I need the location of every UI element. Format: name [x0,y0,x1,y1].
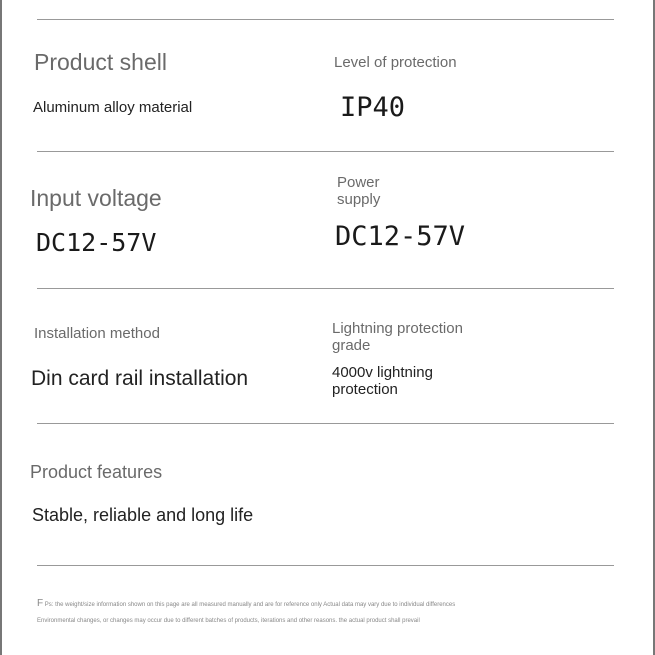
footnote-line-1 [37,598,455,609]
footnote-text-1: Ps: the weight/size information shown on this page are all measured manually and are for reference only Actual data may vary due to individual differences [44,602,456,608]
lightning-protection-grade-label: Lightning protection grade [332,320,463,354]
product-shell-value: Aluminum alloy material [33,99,193,116]
power-supply-label: Power supply [337,174,381,208]
product-features-value: Stable, reliable and long life [32,505,254,525]
divider-top [37,19,614,20]
level-of-protection-value: IP40 [340,92,406,123]
installation-method-value: Din card rail installation [31,367,249,390]
footnote-marker: F [37,598,44,609]
product-features-label: Product features [30,462,163,482]
installation-method-label: Installation method [34,325,160,342]
input-voltage-label: Input voltage [30,185,162,211]
divider-3 [37,423,614,424]
power-supply-value: DC12-57V [335,221,466,252]
divider-1 [37,151,614,152]
lightning-protection-grade-value: 4000v lightning protection [332,364,433,398]
divider-2 [37,288,614,289]
page-left-border [0,0,2,655]
footnote-line-2: Environmental changes, or changes may occur due to different batches of products, iterations and other reasons. the actual product shall prevail [37,618,420,624]
input-voltage-value: DC12-57V [36,228,157,257]
divider-4 [37,565,614,566]
level-of-protection-label: Level of protection [334,54,457,71]
product-shell-label: Product shell [34,49,167,75]
